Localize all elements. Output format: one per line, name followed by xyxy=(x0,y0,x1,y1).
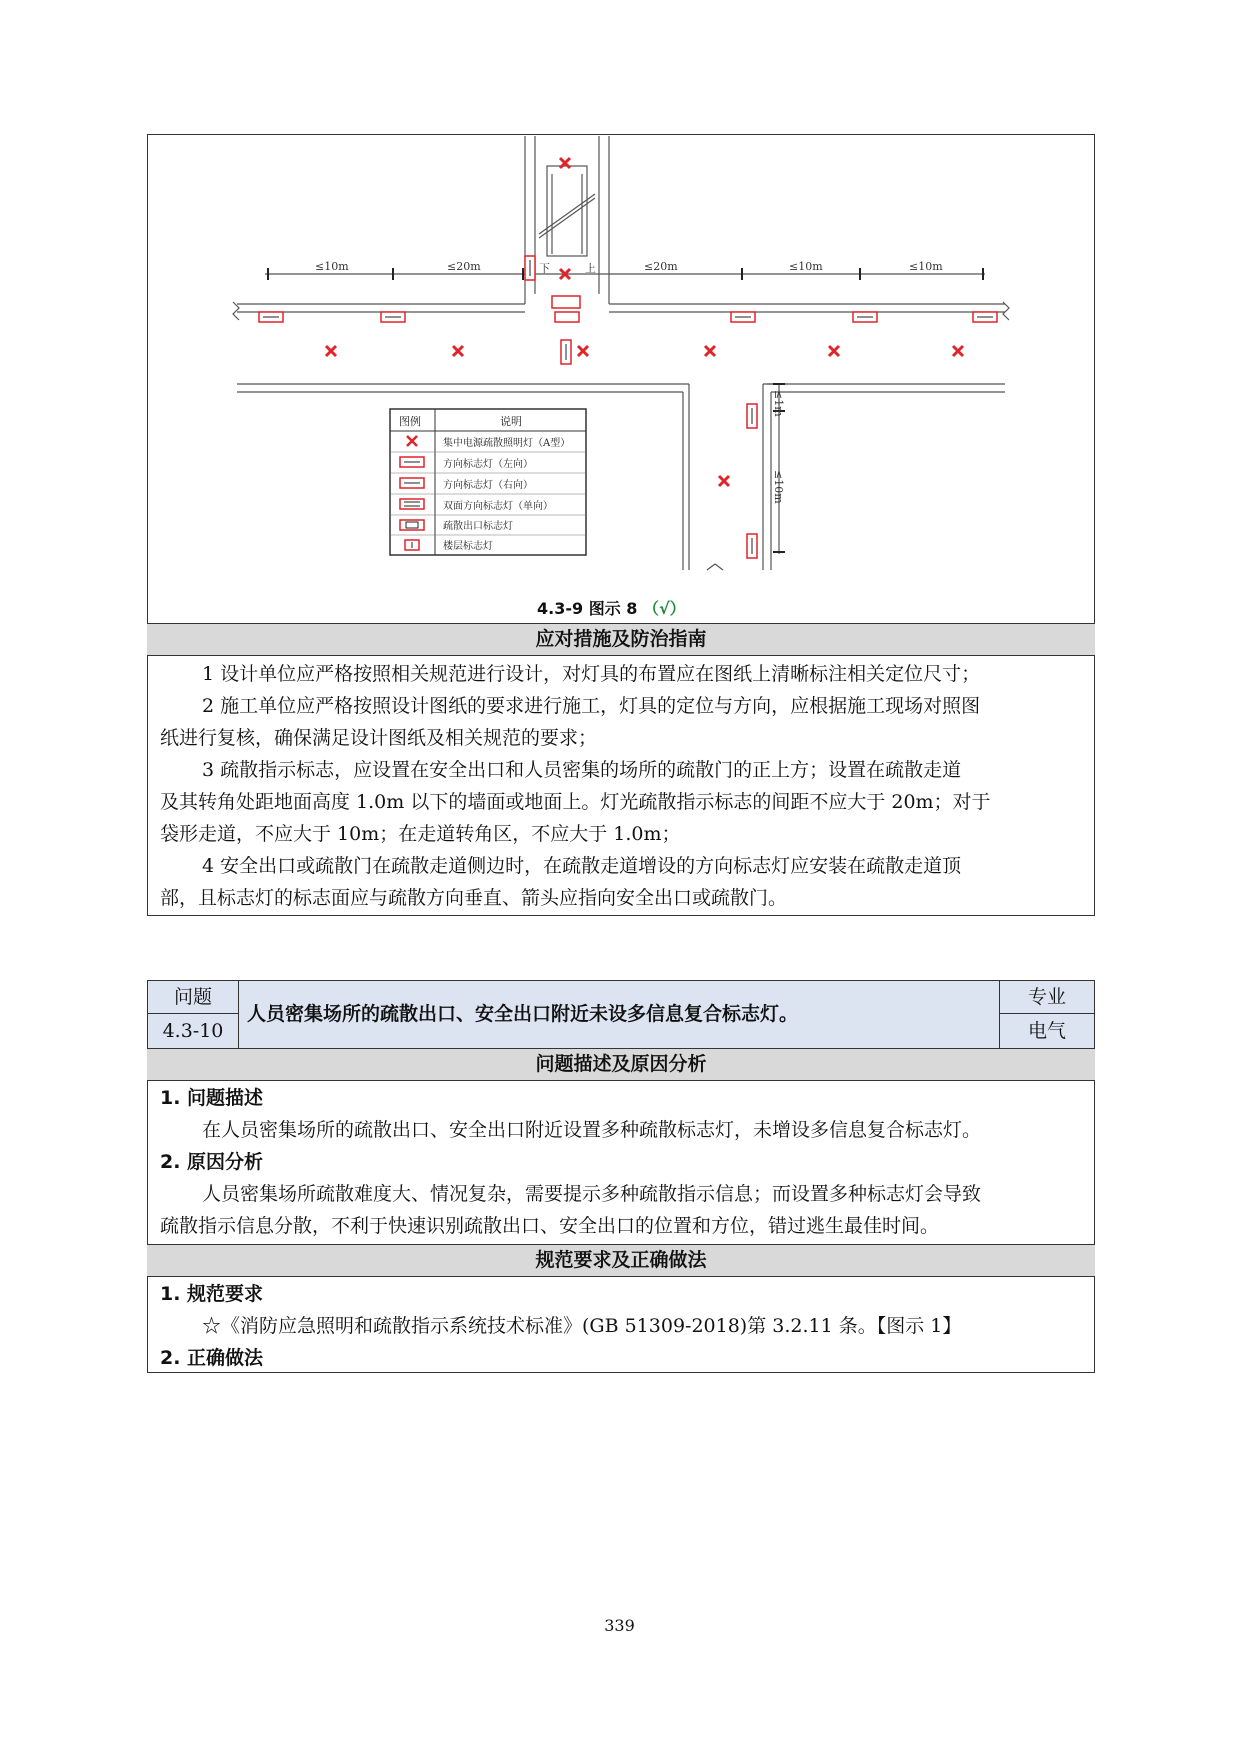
issue-title: 人员密集场所的疏散出口、安全出口附近未设多信息复合标志灯。 xyxy=(247,1003,799,1025)
issue-title-cell xyxy=(239,981,1000,1048)
figure-caption xyxy=(537,596,686,619)
measures-line: 部，且标志灯的标志面应与疏散方向垂直、箭头应指向安全出口或疏散门。 xyxy=(160,887,788,909)
measures-title: 应对措施及防治指南 xyxy=(147,623,1095,656)
figure-caption-check: （√） xyxy=(642,599,686,618)
legend-row: 双面方向标志灯（单向） xyxy=(443,501,553,512)
legend-row: 集中电源疏散照明灯（A型） xyxy=(443,438,571,449)
measures-line: 2 施工单位应严格按照设计图纸的要求进行施工，灯具的定位与方向，应根据施工现场对照图 xyxy=(202,695,981,717)
req-heading: 1. 规范要求 xyxy=(160,1283,264,1305)
dim-label: ≤1m xyxy=(772,390,785,417)
req-text: ☆《消防应急照明和疏散指示系统技术标准》(GB 51309-2018)第 3.2.11 条。【图示 1】 xyxy=(202,1315,962,1337)
stair-down-label: 下 xyxy=(539,262,550,275)
desc-text: 在人员密集场所的疏散出口、安全出口附近设置多种疏散标志灯，未增设多信息复合标志灯。 xyxy=(202,1119,982,1141)
dim-label: ≤10m xyxy=(909,260,943,273)
dim-label: ≤20m xyxy=(447,260,481,273)
measures-line: 及其转角处距地面高度 1.0m 以下的墙面或地面上。灯光疏散指示标志的间距不应大于 20m；对于 xyxy=(160,791,991,813)
measures-line: 纸进行复核，确保满足设计图纸及相关规范的要求； xyxy=(160,727,598,749)
analysis-title: 问题描述及原因分析 xyxy=(147,1048,1095,1081)
stair-up-label: 上 xyxy=(585,262,596,275)
legend-row: 方向标志灯（右向） xyxy=(443,480,533,491)
evacuation-floor-plan xyxy=(147,134,1095,594)
dim-label: ≤10m xyxy=(315,260,349,273)
legend-header-icon: 图例 xyxy=(399,415,421,428)
measures-line: 4 安全出口或疏散门在疏散走道侧边时，在疏散走道增设的方向标志灯应安装在疏散走道顶 xyxy=(202,855,962,877)
legend-row: 疏散出口标志灯 xyxy=(443,521,513,532)
issue-label-cell xyxy=(148,981,239,1014)
correct-heading: 2. 正确做法 xyxy=(160,1347,264,1369)
dim-label: ≤20m xyxy=(644,260,678,273)
cause-text-line: 人员密集场所疏散难度大、情况复杂，需要提示多种疏散指示信息；而设置多种标志灯会导致 xyxy=(202,1183,982,1205)
legend-row: 方向标志灯（左向） xyxy=(443,459,533,470)
measures-line: 3 疏散指示标志，应设置在安全出口和人员密集的场所的疏散门的正上方；设置在疏散走道 xyxy=(202,759,962,781)
measures-line: 1 设计单位应严格按照相关规范进行设计，对灯具的布置应在图纸上清晰标注相关定位尺寸； xyxy=(202,663,981,685)
cause-text-line: 疏散指示信息分散，不利于快速识别疏散出口、安全出口的位置和方位，错过逃生最佳时间。 xyxy=(160,1215,940,1237)
major-label: 专业 xyxy=(1027,986,1066,1008)
dim-label: ≤10m xyxy=(789,260,823,273)
page-number: 339 xyxy=(604,1616,635,1635)
legend-table xyxy=(390,409,586,555)
legend-row: 楼层标志灯 xyxy=(443,541,493,552)
legend-header-desc: 说明 xyxy=(500,415,522,428)
measures-line: 袋形走道，不应大于 10m；在走道转角区，不应大于 1.0m； xyxy=(160,823,681,845)
major-value: 电气 xyxy=(1027,1020,1066,1042)
major-label-cell xyxy=(1000,981,1094,1014)
dim-label: ≤10m xyxy=(772,470,785,504)
issue-code: 4.3-10 xyxy=(162,1020,224,1042)
issue-code-cell xyxy=(148,1014,239,1048)
desc-heading: 1. 问题描述 xyxy=(160,1087,264,1109)
major-value-cell xyxy=(1000,1014,1094,1048)
issue-label: 问题 xyxy=(173,986,212,1008)
figure-caption-text: 4.3-9 图示 8 xyxy=(537,599,638,618)
cause-heading: 2. 原因分析 xyxy=(160,1151,264,1173)
requirements-title: 规范要求及正确做法 xyxy=(147,1244,1095,1277)
